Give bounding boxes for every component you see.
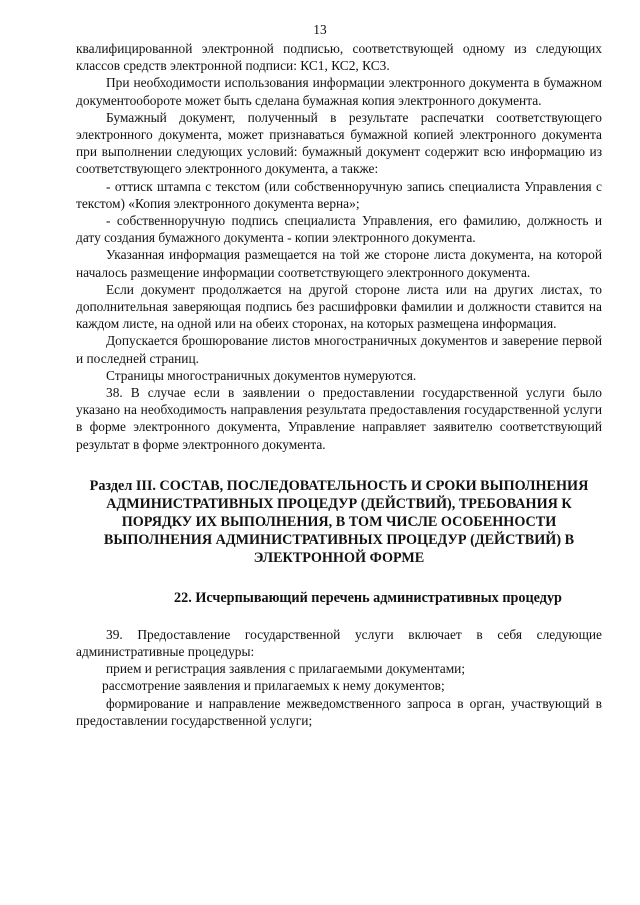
page-number: 13 — [313, 22, 327, 37]
paragraph: Указанная информация размещается на той же стороне листа документа, на которой началось размещение информации соответствующего электронного документа. — [76, 247, 602, 280]
paragraph: 38. В случае если в заявлении о предоставлении государственной услуги было указано на необходимость направления результата предоставления государственной услуги в форме электронного документа, Управление направляет заявителю соответствующий результат в форме электронного документа. — [76, 385, 602, 452]
paragraph: Страницы многостраничных документов нумеруются. — [106, 367, 417, 383]
paragraph: Допускается брошюрование листов многостраничных документов и заверение первой и последней страниц. — [76, 333, 602, 366]
section-heading: Раздел III. СОСТАВ, ПОСЛЕДОВАТЕЛЬНОСТЬ И СРОКИ ВЫПОЛНЕНИЯ АДМИНИСТРАТИВНЫХ ПРОЦЕДУР (ДЕЙСТВИЙ), ТРЕБОВАНИЯ К ПОРЯДКУ ИХ ВЫПОЛНЕНИЯ, В ТОМ ЧИСЛЕ ОСОБЕННОСТИ ВЫПОЛНЕНИЯ АДМИНИСТРАТИВНЫХ ПРОЦЕДУР (ДЕЙСТВИЙ) В ЭЛЕКТРОННОЙ ФОРМЕ — [89, 477, 589, 566]
paragraph: При необходимости использования информации электронного документа в бумажном документообороте может быть сделана бумажная копия электронного документа. — [76, 75, 602, 108]
paragraph: 39. Предоставление государственной услуги включает в себя следующие административные процедуры: — [76, 626, 602, 660]
paragraph: Бумажный документ, полученный в результате распечатки соответствующего электронного документа, может признаваться бумажной копией электронного документа при выполнении следующих условий: бумажный документ содержит всю информацию из соответствующего электронного документа, а также: — [76, 109, 602, 177]
subsection-heading: 22. Исчерпывающий перечень административных процедур — [174, 589, 562, 606]
list-item: формирование и направление межведомственного запроса в орган, участвующий в предоставлении государственной услуги; — [76, 695, 602, 728]
paragraph: квалифицированной электронной подписью, соответствующей одному из следующих классов средств электронной подписи: КС1, КС2, КС3. — [76, 41, 602, 74]
paragraph-list-item: - оттиск штампа с текстом (или собственноручную запись специалиста Управления с текстом) «Копия электронного документа верна»; — [76, 178, 602, 211]
paragraph: Если документ продолжается на другой стороне листа или на других листах, то дополнительная заверяющая подпись без расшифровки фамилии и должности ставится на каждом листе, на одной или на обеих сторонах, на которых размещена информация. — [76, 281, 602, 332]
list-item: прием и регистрация заявления с прилагаемыми документами; — [106, 661, 466, 677]
list-item: рассмотрение заявления и прилагаемых к нему документов; — [102, 678, 445, 694]
page-body — [76, 40, 602, 729]
paragraph-list-item: - собственноручную подпись специалиста Управления, его фамилию, должность и дату создания бумажного документа - копии электронного документа. — [76, 213, 602, 246]
